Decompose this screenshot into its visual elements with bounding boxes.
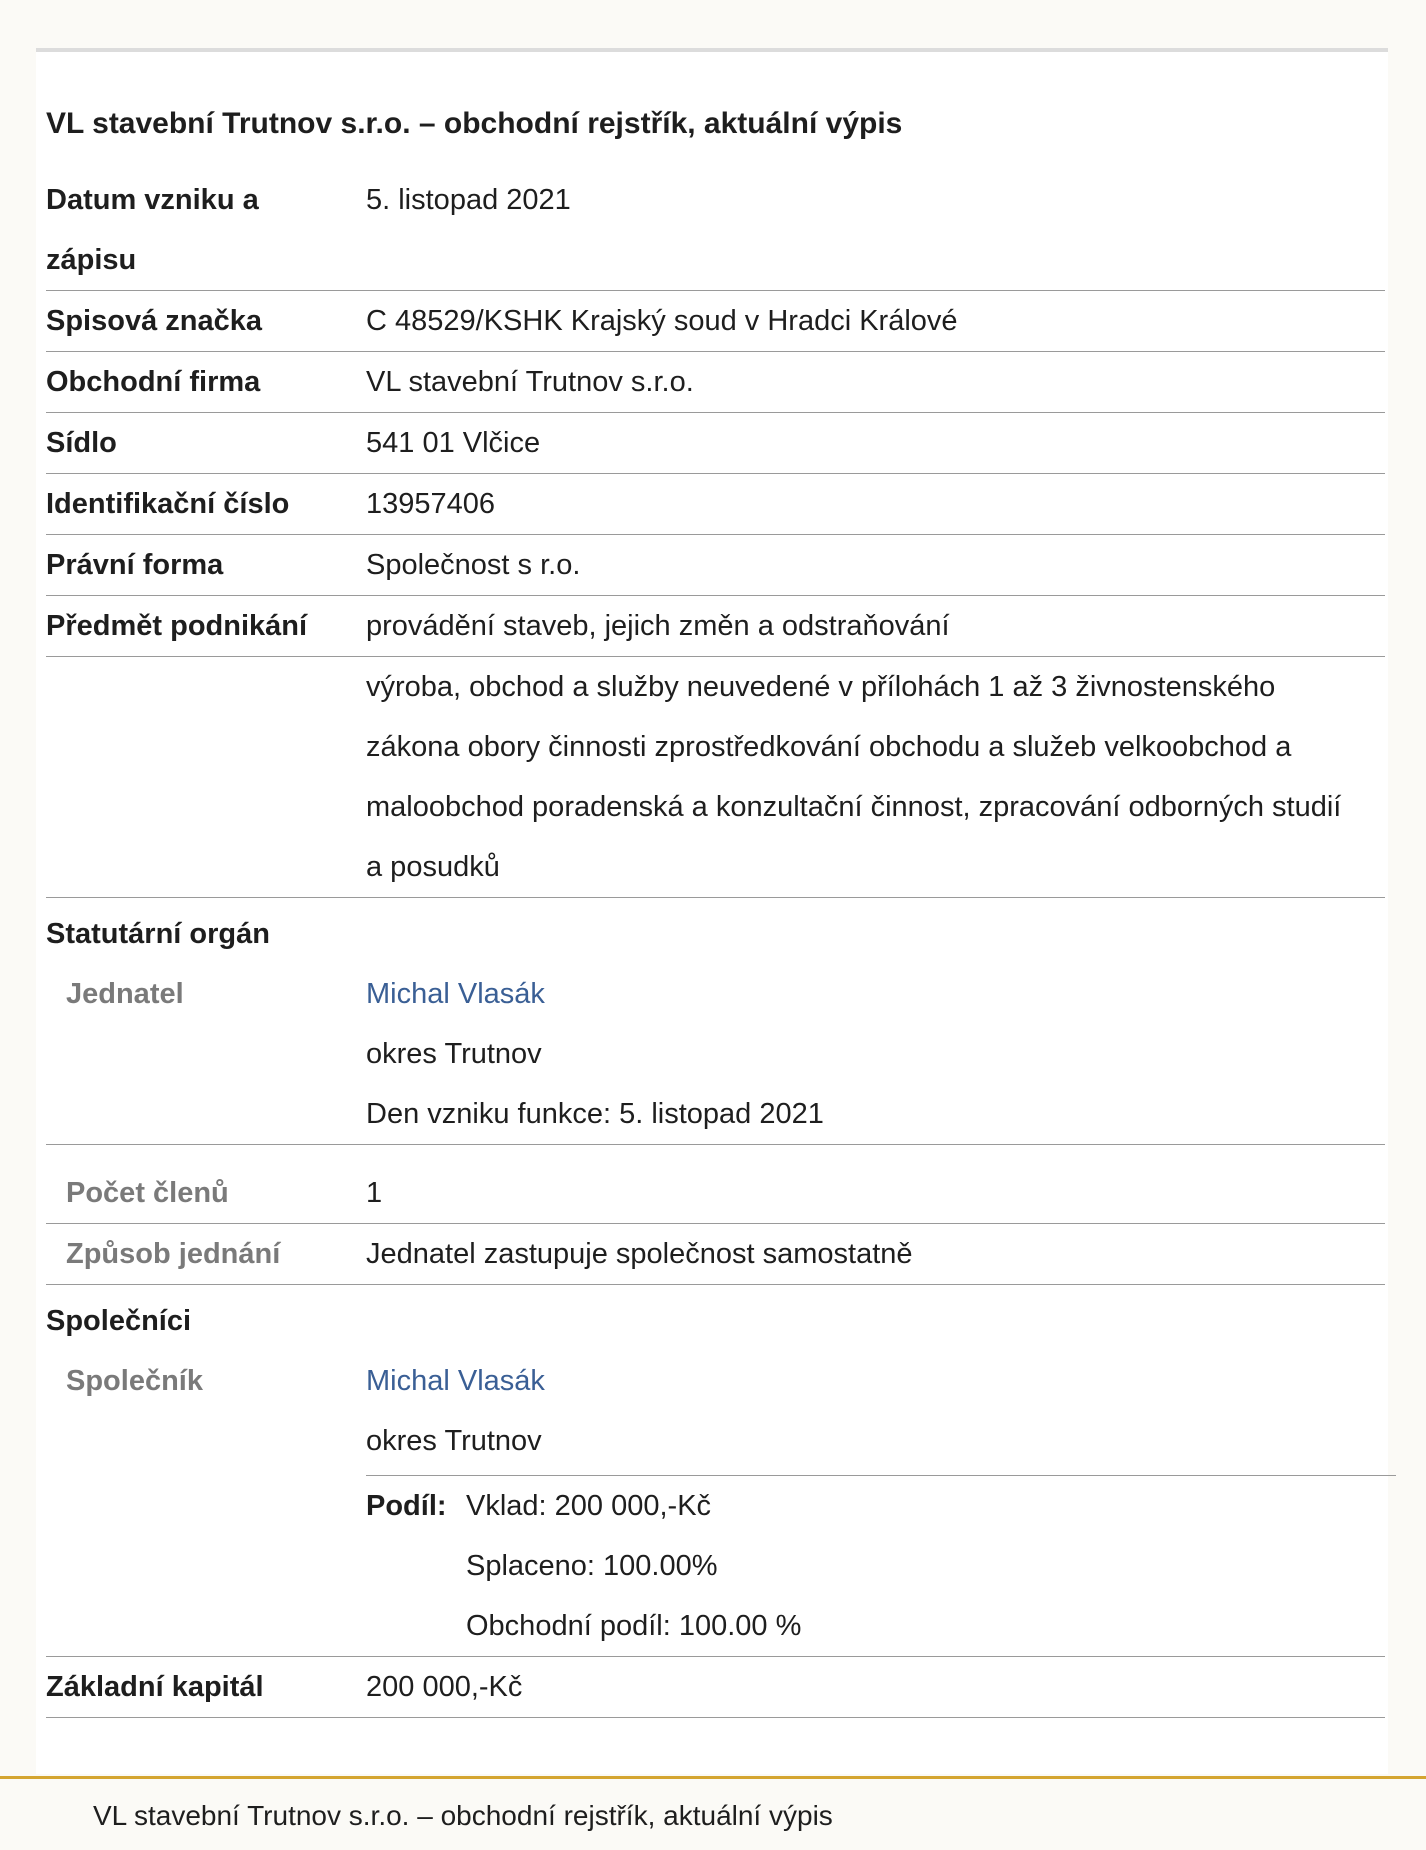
section-statutarni-organ: Statutární orgán <box>46 918 270 950</box>
label-predmet-podnikani: Předmět podnikání <box>46 610 308 642</box>
value-spolecnik <box>366 1351 1396 1656</box>
section-spolecnici: Společníci <box>46 1305 192 1337</box>
jednatel-district: okres Trutnov <box>366 1038 542 1070</box>
predmet-line: zákona obory činnosti zprostředkování obchodu a služeb velkoobchod a <box>366 731 1292 763</box>
predmet-line: a posudků <box>366 851 500 883</box>
podil-vklad: Vklad: 200 000,-Kč <box>466 1490 712 1522</box>
value-pravni-forma: Společnost s r.o. <box>366 549 581 581</box>
row-pravni-forma <box>46 535 1385 596</box>
podil-values <box>466 1476 801 1656</box>
jednatel-name-link[interactable]: Michal Vlasák <box>366 978 545 1010</box>
label-datum-line2: zápisu <box>46 244 137 276</box>
spacer <box>46 1145 1385 1163</box>
label-ico: Identifikační číslo <box>46 488 290 520</box>
jednatel-since: Den vzniku funkce: 5. listopad 2021 <box>366 1098 824 1130</box>
row-spolecnik <box>46 1351 1385 1657</box>
value-sidlo: 541 01 Vlčice <box>366 427 541 459</box>
predmet-line: výroba, obchod a služby neuvedené v přílohách 1 až 3 živnostenského <box>366 671 1276 703</box>
row-datum-vzniku <box>46 170 1385 291</box>
value-zakladni-kapital: 200 000,-Kč <box>366 1671 523 1703</box>
podil-block <box>366 1475 1396 1656</box>
label-sidlo: Sídlo <box>46 427 117 459</box>
value-ico: 13957406 <box>366 488 496 520</box>
label-datum-vzniku <box>46 170 366 290</box>
value-predmet-2 <box>366 657 1385 897</box>
row-sidlo <box>46 413 1385 474</box>
row-spisova-znacka <box>46 291 1385 352</box>
row-jednatel <box>46 964 1385 1145</box>
value-datum-vzniku: 5. listopad 2021 <box>366 184 571 216</box>
value-pocet-clenu: 1 <box>366 1177 383 1209</box>
row-obchodni-firma <box>46 352 1385 413</box>
row-predmet-podnikani-2 <box>46 657 1385 898</box>
register-content <box>46 104 1385 1718</box>
row-pocet-clenu <box>46 1163 1385 1224</box>
label-pocet-clenu: Počet členů <box>66 1177 229 1209</box>
register-card <box>36 48 1388 1774</box>
value-spisova-znacka: C 48529/KSHK Krajský soud v Hradci Králové <box>366 305 958 337</box>
podil-obchodni: Obchodní podíl: 100.00 % <box>466 1610 802 1642</box>
podil-label: Podíl: <box>366 1490 447 1522</box>
predmet-line: maloobchod poradenská a konzultační činnost, zpracování odborných studií <box>366 791 1342 823</box>
row-ico <box>46 474 1385 535</box>
label-obchodni-firma: Obchodní firma <box>46 366 261 398</box>
footer-title: VL stavební Trutnov s.r.o. – obchodní rejstřík, aktuální výpis <box>93 1800 833 1831</box>
label-zakladni-kapital: Základní kapitál <box>46 1671 264 1703</box>
spolecnik-name-link[interactable]: Michal Vlasák <box>366 1365 545 1397</box>
label-jednatel: Jednatel <box>66 978 184 1010</box>
label-spolecnik: Společník <box>66 1365 203 1397</box>
value-jednatel <box>366 964 1385 1144</box>
value-zpusob-jednani: Jednatel zastupuje společnost samostatně <box>366 1238 913 1270</box>
value-obchodni-firma: VL stavební Trutnov s.r.o. <box>366 366 694 398</box>
label-empty <box>46 657 366 897</box>
label-zpusob-jednani: Způsob jednání <box>66 1238 281 1270</box>
footer-accent-line <box>0 1776 1426 1779</box>
label-spisova-znacka: Spisová značka <box>46 305 262 337</box>
row-predmet-podnikani <box>46 596 1385 657</box>
podil-splaceno: Splaceno: 100.00% <box>466 1550 718 1582</box>
row-zpusob-jednani <box>46 1224 1385 1285</box>
page-title: VL stavební Trutnov s.r.o. – obchodní rejstřík, aktuální výpis <box>46 107 903 140</box>
value-predmet-1: provádění staveb, jejich změn a odstraňování <box>366 610 950 642</box>
label-pravni-forma: Právní forma <box>46 549 224 581</box>
row-zakladni-kapital <box>46 1657 1385 1718</box>
spolecnik-district: okres Trutnov <box>366 1425 542 1457</box>
label-datum-line1: Datum vzniku a <box>46 184 259 216</box>
